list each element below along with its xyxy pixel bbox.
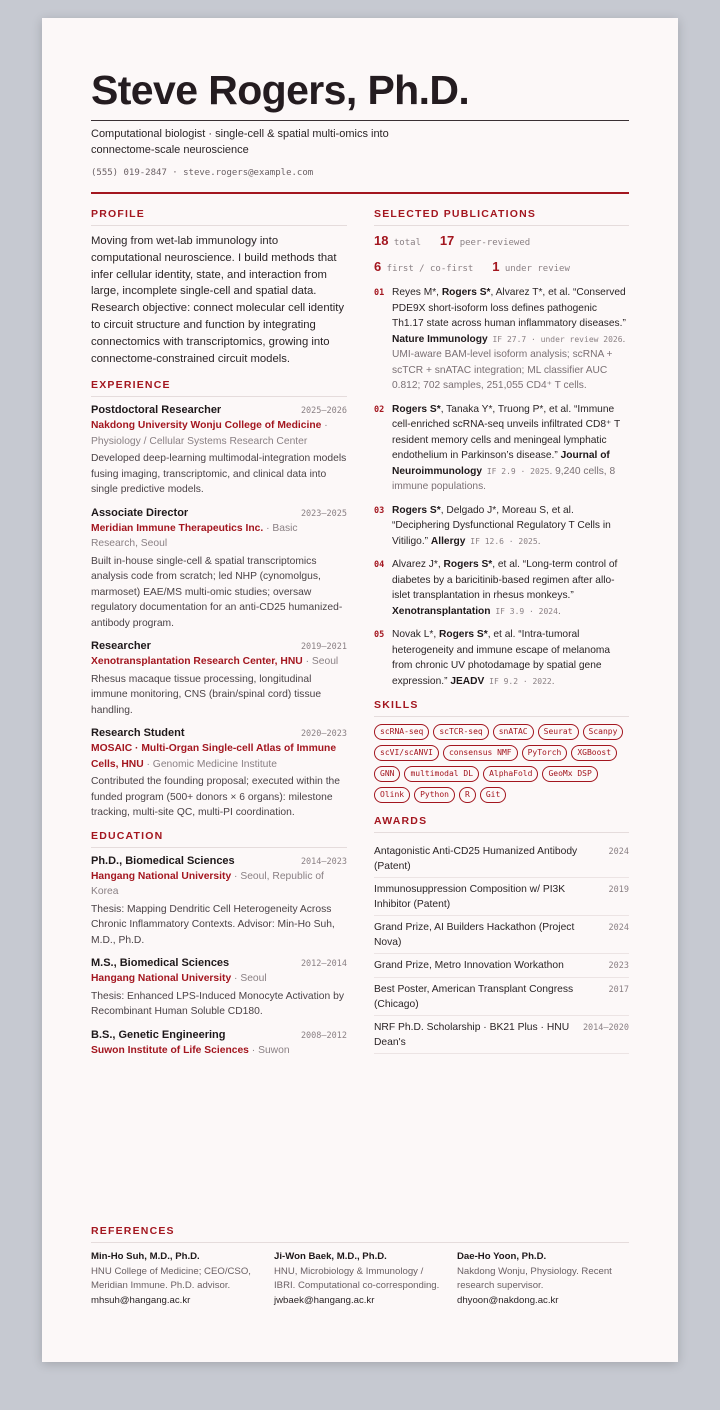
experience-heading: EXPERIENCE — [91, 379, 347, 397]
references-heading: REFERENCES — [91, 1225, 629, 1243]
entry-title: Associate Director — [91, 506, 189, 519]
resume-page — [42, 18, 678, 1362]
reference-affiliation: Nakdong Wonju, Physiology. Recent research supervisor. — [457, 1265, 612, 1291]
review-count: 1 — [492, 259, 500, 274]
entry-organization: Xenotransplantation Research Center, HNU — [91, 656, 303, 668]
reference-name: Min-Ho Suh, M.D., Ph.D. — [91, 1251, 200, 1262]
citation-title: , et al. “Long-term control of diabetes by a baricitinib-based regimen after allo-islet transplantation in rhesus monkeys.” — [392, 559, 618, 601]
reference-card — [274, 1250, 446, 1308]
entry-title: Researcher — [91, 640, 151, 653]
skill-chip: GNN — [374, 766, 400, 782]
education-list — [91, 855, 347, 1059]
citation-journal: Nature Immunology — [392, 333, 488, 345]
award-name: Immunosuppression Composition w/ PI3K Inhibitor (Patent) — [374, 884, 566, 910]
citation-impact-meta: IF 9.2 · 2022 — [484, 676, 552, 686]
entry-header — [91, 507, 347, 519]
citation-impact-meta: IF 2.9 · 2025 — [482, 466, 550, 476]
publication-item — [374, 503, 629, 550]
entry-organization: MOSAIC · Multi-Organ Single-cell Atlas of Immune Cells, HNU — [91, 743, 337, 770]
entry-title: Ph.D., Biomedical Sciences — [91, 854, 235, 867]
skill-chip: consensus NMF — [443, 745, 518, 761]
entry-title: B.S., Genetic Engineering — [91, 1028, 226, 1041]
awards-heading: AWARDS — [374, 815, 629, 833]
reference-card — [91, 1250, 263, 1308]
entry-location: · Genomic Medicine Institute — [143, 758, 277, 770]
entry-organization-line — [91, 418, 347, 449]
reference-name: Dae-Ho Yoon, Ph.D. — [457, 1251, 547, 1262]
candidate-name: Steve Rogers, Ph.D. — [91, 67, 470, 113]
citation-authors-before: Alvarez J*, — [392, 559, 444, 570]
citation-journal: Xenotransplantation — [392, 605, 491, 617]
entry-location: · Physiology / Cellular Systems Research Center — [91, 420, 328, 447]
entry-title: Research Student — [91, 727, 185, 740]
experience-entry — [91, 640, 347, 718]
references-list — [91, 1250, 629, 1308]
award-year: 2024 — [608, 847, 629, 857]
entry-description: Built in-house single-cell & spatial transcriptomics analysis code from scratch; led NHP (cynomolgus, marmoset) EAE/MS multi-omic studies; oversaw regulatory documentation for an anti-CD25 humanized-antibody program. — [91, 555, 343, 629]
entry-header — [91, 855, 347, 867]
entry-header — [91, 1029, 347, 1041]
award-name: Grand Prize, Metro Innovation Workathon — [374, 960, 564, 971]
reference-affiliation: HNU College of Medicine; CEO/CSO, Meridian Immune. Ph.D. advisor. — [91, 1265, 251, 1291]
award-year: 2019 — [608, 885, 629, 895]
citation-notes: . — [551, 675, 555, 687]
publication-number: 01 — [374, 288, 385, 298]
entry-title: M.S., Biomedical Sciences — [91, 957, 230, 970]
entry-organization-line — [91, 1043, 347, 1059]
skill-chip: R — [459, 787, 476, 803]
citation-notes: . — [557, 605, 561, 617]
references-section — [91, 1225, 629, 1308]
citation-impact-meta: IF 3.9 · 2024 — [490, 606, 558, 616]
award-year: 2017 — [608, 985, 629, 995]
skill-chip: scTCR-seq — [433, 724, 488, 740]
citation-journal: Allergy — [430, 535, 466, 547]
award-item — [374, 978, 629, 1016]
resume-content — [91, 66, 629, 1067]
award-name: Antagonistic Anti-CD25 Humanized Antibody (Patent) — [374, 846, 578, 872]
award-name: Grand Prize, AI Builders Hackathon (Project Nova) — [374, 922, 575, 948]
citation-authors-before: Novak L*, — [392, 629, 439, 640]
entry-organization-line — [91, 654, 347, 670]
two-column-body — [91, 208, 629, 1067]
skill-chip: multimodal DL — [404, 766, 479, 782]
contact-info: (555) 019-2847 · steve.rogers@example.com — [91, 168, 314, 178]
header-accent-rule — [91, 192, 629, 194]
entry-organization: Nakdong University Wonju College of Medicine — [91, 420, 322, 432]
award-year: 2014–2020 — [582, 1023, 629, 1033]
entry-organization-line — [91, 971, 347, 987]
publication-citation — [392, 285, 629, 394]
reference-name: Ji-Won Baek, M.D., Ph.D. — [274, 1251, 387, 1262]
citation-authors-before: Reyes M*, — [392, 287, 442, 298]
entry-location: · Seoul, Republic of Korea — [91, 870, 324, 898]
skill-chip: snATAC — [493, 724, 534, 740]
reference-card — [457, 1250, 629, 1308]
entry-header — [91, 404, 347, 416]
award-year: 2024 — [608, 923, 629, 933]
right-column — [374, 208, 629, 1067]
entry-organization-line — [91, 521, 347, 552]
education-entry — [91, 957, 347, 1020]
skill-chips — [374, 724, 629, 803]
profile-text: Moving from wet-lab immunology into computational neuroscience. I build methods that infer cellular identity, state, and interaction from large, incomplete single-cell and spatial data. Research objective: connect molecular cell identity to circuit structure and function by integrating connectomics with transcriptomics, growing into connectome-constrained circuit models. — [91, 235, 345, 365]
citation-self-author: Rogers S* — [392, 403, 441, 415]
award-item — [374, 916, 629, 954]
citation-self-author: Rogers S* — [439, 629, 488, 640]
education-heading: EDUCATION — [91, 830, 347, 848]
skill-chip: GeoMx DSP — [542, 766, 597, 782]
publication-citation — [392, 627, 629, 689]
award-item — [374, 1016, 629, 1054]
citation-journal: Journal of Neuroimmunology — [392, 450, 610, 477]
skill-chip: Git — [480, 787, 506, 803]
publication-item — [374, 557, 629, 619]
citation-journal: JEADV — [450, 675, 485, 687]
publication-number: 02 — [374, 404, 385, 415]
entry-description: Thesis: Enhanced LPS-Induced Monocyte Activation by Recombinant Human Soluble CD180. — [91, 990, 344, 1018]
entry-organization: Meridian Immune Therapeutics Inc. — [91, 522, 264, 534]
publication-citation — [392, 402, 629, 495]
citation-self-author: Rogers S* — [392, 504, 441, 516]
citation-self-author: Rogers S* — [443, 559, 493, 570]
skill-chip: Python — [414, 787, 455, 803]
publications-heading: SELECTED PUBLICATIONS — [374, 208, 629, 226]
reference-email: mhsuh@hangang.ac.kr — [91, 1294, 191, 1306]
skill-chip: Olink — [374, 787, 410, 803]
publication-item — [374, 402, 629, 495]
entry-header — [91, 727, 347, 739]
entry-description: Thesis: Mapping Dendritic Cell Heterogeneity Across Chronic Inflammatory Contexts. Advisor: Min-Ho Suh, M.D., Ph.D. — [91, 903, 335, 946]
skills-heading: SKILLS — [374, 699, 629, 717]
reference-email: dhyoon@nakdong.ac.kr — [457, 1294, 559, 1306]
experience-list — [91, 404, 347, 821]
award-item — [374, 840, 629, 878]
entry-date: 2012–2014 — [300, 959, 347, 970]
citation-impact-meta: IF 12.6 · 2025 — [465, 536, 538, 546]
award-name: NRF Ph.D. Scholarship · BK21 Plus · HNU Dean's — [374, 1022, 570, 1048]
skill-chip: AlphaFold — [483, 766, 538, 782]
publication-item — [374, 285, 629, 394]
citation-title: , Delgado J*, Moreau S, et al. “Deciphering Dysfunctional Regulatory T Cells in Vitiligo.” — [392, 504, 611, 547]
experience-entry — [91, 727, 347, 821]
candidate-tagline: Computational biologist · single-cell & spatial multi-omics into connectome-scale neuroscience — [91, 128, 389, 156]
entry-description: Contributed the founding proposal; executed within the funded program (500+ donors × 6 organs): milestone tracking, multi-site QC, multi-PI coordination. — [91, 776, 341, 819]
education-entry — [91, 1029, 347, 1059]
review-label: under review — [504, 264, 570, 274]
citation-notes: . UMI-aware BAM-level isoform analysis; scRNA + scTCR + snATAC integration; ML classifier AUC 0.812; 702 samples, 251,055 CD4⁺ T cells. — [392, 333, 626, 391]
peer-label: peer-reviewed — [459, 238, 531, 248]
publication-citation — [392, 557, 629, 619]
award-name: Best Poster, American Transplant Congress (Chicago) — [374, 984, 574, 1010]
left-column — [91, 208, 347, 1067]
citation-notes: . 9,240 cells, 8 immune populations. — [392, 465, 616, 492]
entry-title: Postdoctoral Researcher — [91, 404, 222, 417]
entry-description: Developed deep-learning multimodal-integration models fusing imaging, transcriptomic, and clinical data into single predictive models. — [91, 453, 347, 496]
reference-affiliation: HNU, Microbiology & Immunology / IBRI. Computational co-corresponding. — [274, 1265, 440, 1291]
experience-entry — [91, 507, 347, 632]
entry-date: 2025–2026 — [300, 406, 347, 417]
total-label: total — [393, 238, 421, 248]
profile-heading: PROFILE — [91, 208, 347, 226]
skill-chip: scVI/scANVI — [374, 745, 439, 761]
award-year: 2023 — [608, 961, 629, 971]
publication-stats-row-2 — [374, 259, 629, 274]
citation-title: , Alvarez T*, et al. “Conserved PDE9X short-isoform loss defines pathogenic Th1.17 state across human inflammatory diseases.” — [392, 287, 626, 329]
citation-title: , Tanaka Y*, Truong P*, et al. “Immune cell-enriched scRNA-seq unveils infiltrated CD8⁺ T resident memory cells and meningeal lymphatic endothelium in Parkinson’s disease.” — [392, 403, 621, 461]
skill-chip: Seurat — [538, 724, 579, 740]
total-count: 18 — [374, 233, 389, 248]
entry-date: 2014–2023 — [300, 856, 347, 867]
entry-organization: Hangang National University — [91, 973, 232, 985]
entry-date: 2020–2023 — [300, 729, 347, 740]
skill-chip: XGBoost — [571, 745, 617, 761]
award-item — [374, 878, 629, 916]
entry-date: 2008–2012 — [300, 1030, 347, 1041]
first-label: first / co-first — [386, 264, 474, 274]
citation-title: , et al. “Intra-tumoral heterogeneity and immune escape of melanoma from chronic UV photodamage by spatial gene expression.” — [392, 629, 611, 687]
publication-number: 03 — [374, 505, 385, 516]
entry-date: 2019–2021 — [300, 642, 347, 653]
citation-self-author: Rogers S* — [441, 287, 491, 298]
publication-item — [374, 627, 629, 689]
entry-location: · Seoul — [231, 973, 267, 985]
skill-chip: scRNA-seq — [374, 724, 429, 740]
award-list — [374, 840, 629, 1054]
skill-chip: PyTorch — [522, 745, 568, 761]
publication-citation — [392, 503, 629, 550]
header-divider — [91, 120, 629, 121]
entry-location: · Basic Research, Seoul — [91, 522, 298, 550]
entry-header — [91, 640, 347, 652]
education-entry — [91, 855, 347, 949]
entry-location: · Suwon — [248, 1044, 290, 1056]
citation-impact-meta: IF 27.7 · under review 2026 — [487, 334, 623, 344]
first-count: 6 — [374, 259, 382, 274]
entry-description: Rhesus macaque tissue processing, longitudinal immune monitoring, CNS (brain/spinal cord) tissue handling. — [91, 673, 322, 716]
publication-stats-row-1 — [374, 233, 629, 248]
entry-organization-line — [91, 869, 347, 900]
experience-entry — [91, 404, 347, 498]
entry-organization: Hangang National University — [91, 870, 232, 882]
reference-email: jwbaek@hangang.ac.kr — [274, 1294, 375, 1306]
award-item — [374, 954, 629, 978]
publication-number: 05 — [374, 630, 385, 640]
entry-header — [91, 957, 347, 969]
entry-organization-line — [91, 741, 347, 772]
publication-number: 04 — [374, 560, 385, 570]
citation-notes: . — [537, 535, 541, 547]
entry-organization: Suwon Institute of Life Sciences — [91, 1044, 249, 1056]
entry-location: · Seoul — [302, 656, 339, 668]
publication-list — [374, 285, 629, 689]
skill-chip: Scanpy — [583, 724, 624, 740]
entry-date: 2023–2025 — [300, 508, 347, 519]
peer-count: 17 — [439, 233, 455, 248]
